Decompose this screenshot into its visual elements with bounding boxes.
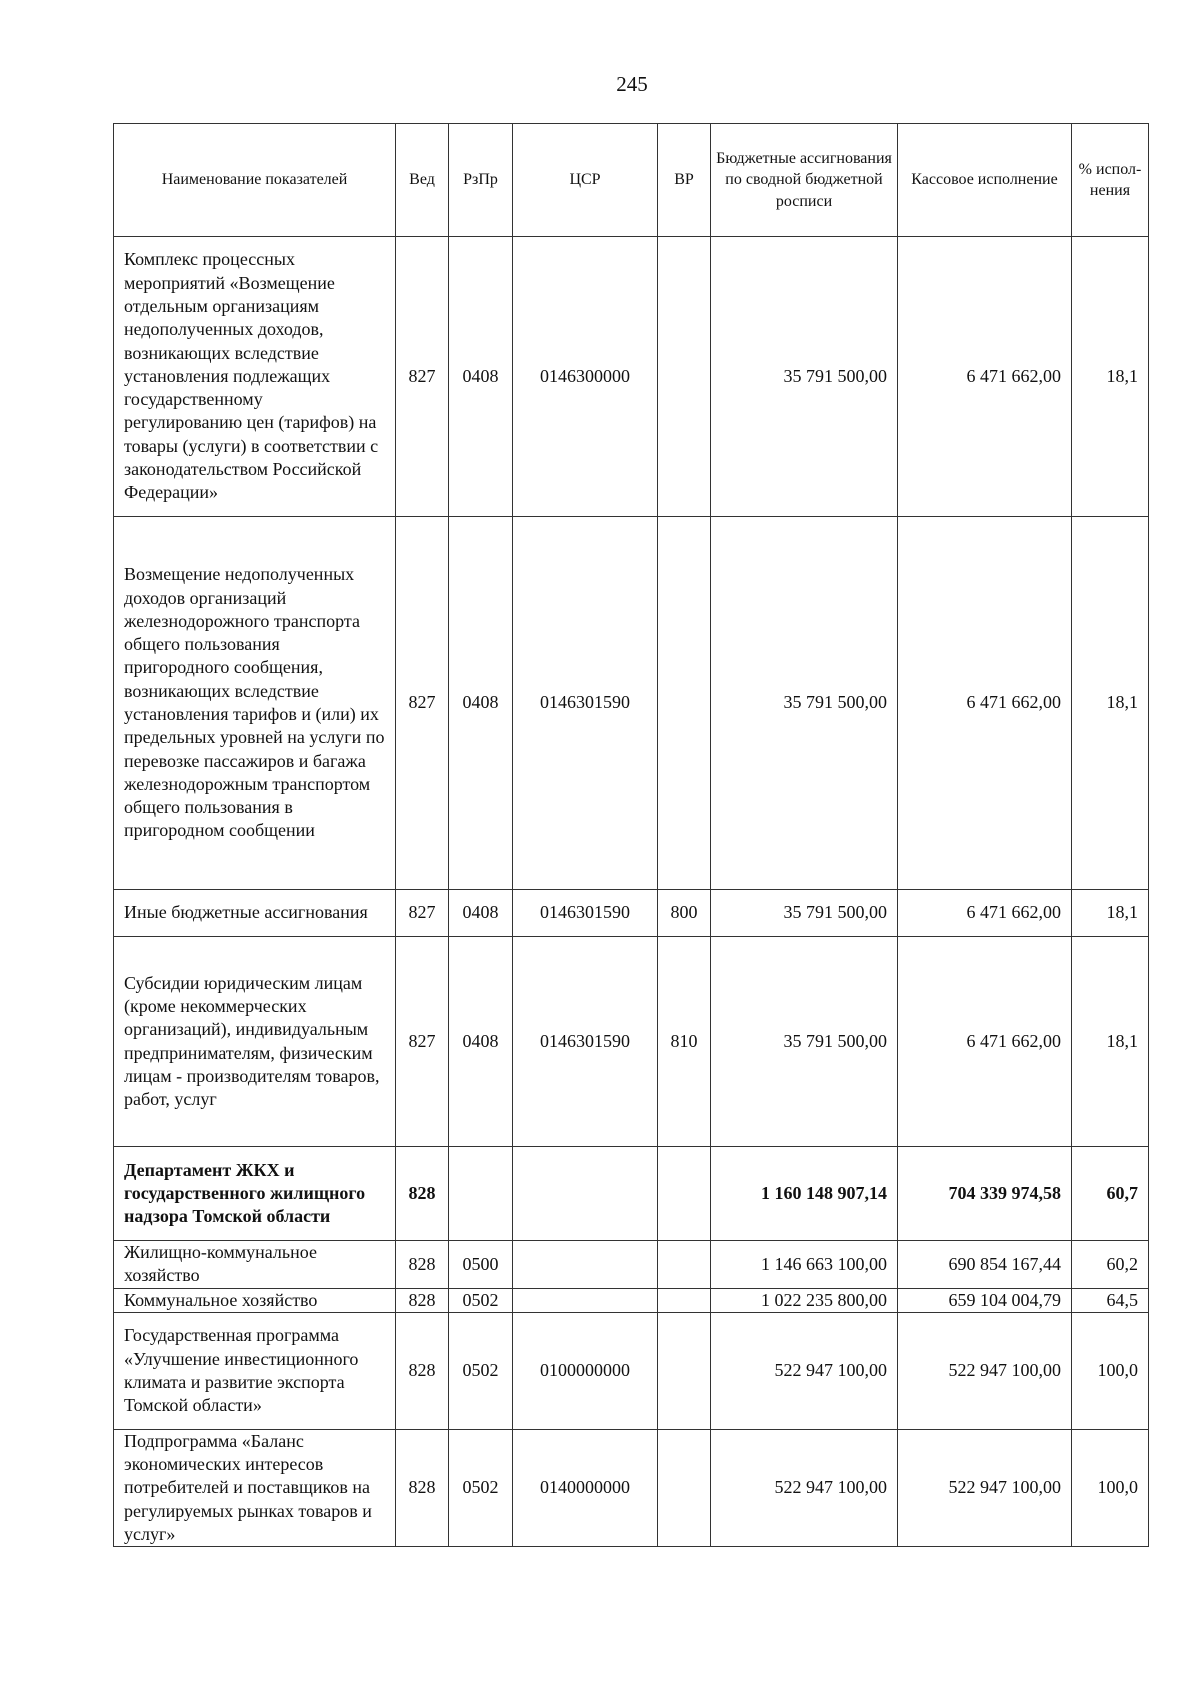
row-ved: 828 [396, 1429, 449, 1546]
header-csr: ЦСР [513, 124, 658, 237]
row-percent: 18,1 [1072, 937, 1149, 1147]
table-row [114, 237, 1149, 517]
row-ved: 828 [396, 1147, 449, 1241]
table-row [114, 1147, 1149, 1241]
row-rzpr: 0502 [449, 1312, 513, 1429]
row-rzpr: 0408 [449, 237, 513, 517]
row-csr [513, 1147, 658, 1241]
table-row [114, 517, 1149, 890]
row-cash: 6 471 662,00 [898, 237, 1072, 517]
row-ved: 827 [396, 890, 449, 937]
row-percent: 60,7 [1072, 1147, 1149, 1241]
row-rzpr [449, 1147, 513, 1241]
row-vr [658, 1147, 711, 1241]
row-vr [658, 237, 711, 517]
row-budget: 35 791 500,00 [711, 937, 898, 1147]
row-vr: 800 [658, 890, 711, 937]
row-cash: 6 471 662,00 [898, 890, 1072, 937]
row-rzpr: 0408 [449, 937, 513, 1147]
row-name: Возмещение недополученных доходов организаций железнодорожного транспорта общего пользования пригородного сообщения, возникающих вследствие установления тарифов и (или) их предельных уровней на услуги по перевозке пассажиров и багажа железнодорожным транспортом общего пользования в пригородном сообщении [114, 517, 396, 890]
budget-execution-table [113, 123, 1149, 1547]
row-percent: 100,0 [1072, 1429, 1149, 1546]
header-ved: Вед [396, 124, 449, 237]
row-name: Подпрограмма «Баланс экономических интересов потребителей и поставщиков на регулируемых рынках товаров и услуг» [114, 1429, 396, 1546]
row-cash: 704 339 974,58 [898, 1147, 1072, 1241]
row-csr [513, 1241, 658, 1289]
row-budget: 1 160 148 907,14 [711, 1147, 898, 1241]
row-ved: 827 [396, 237, 449, 517]
header-percent: % испол-нения [1072, 124, 1149, 237]
row-vr: 810 [658, 937, 711, 1147]
row-name: Субсидии юридическим лицам (кроме некоммерческих организаций), индивидуальным предпринимателям, физическим лицам - производителям товаров, работ, услуг [114, 937, 396, 1147]
row-csr: 0100000000 [513, 1312, 658, 1429]
row-percent: 18,1 [1072, 517, 1149, 890]
table-row [114, 1241, 1149, 1289]
row-budget: 522 947 100,00 [711, 1429, 898, 1546]
row-budget: 35 791 500,00 [711, 237, 898, 517]
row-budget: 35 791 500,00 [711, 517, 898, 890]
page-number: 245 [616, 72, 648, 96]
row-csr: 0140000000 [513, 1429, 658, 1546]
table-row [114, 890, 1149, 937]
row-csr: 0146301590 [513, 517, 658, 890]
row-ved: 827 [396, 517, 449, 890]
row-cash: 6 471 662,00 [898, 937, 1072, 1147]
header-name: Наименование показателей [114, 124, 396, 237]
row-vr [658, 517, 711, 890]
table-row [114, 937, 1149, 1147]
row-csr: 0146301590 [513, 890, 658, 937]
row-percent: 64,5 [1072, 1288, 1149, 1312]
table-header-row [114, 124, 1149, 237]
row-percent: 18,1 [1072, 237, 1149, 517]
row-name: Государственная программа «Улучшение инвестиционного климата и развитие экспорта Томской области» [114, 1312, 396, 1429]
row-budget: 35 791 500,00 [711, 890, 898, 937]
row-rzpr: 0502 [449, 1288, 513, 1312]
header-rzpr: РзПр [449, 124, 513, 237]
table-row [114, 1429, 1149, 1546]
row-name: Жилищно-коммунальное хозяйство [114, 1241, 396, 1289]
row-cash: 6 471 662,00 [898, 517, 1072, 890]
row-vr [658, 1312, 711, 1429]
row-budget: 1 022 235 800,00 [711, 1288, 898, 1312]
row-vr [658, 1288, 711, 1312]
row-csr [513, 1288, 658, 1312]
row-ved: 828 [396, 1288, 449, 1312]
row-cash: 659 104 004,79 [898, 1288, 1072, 1312]
row-cash: 690 854 167,44 [898, 1241, 1072, 1289]
row-rzpr: 0500 [449, 1241, 513, 1289]
row-vr [658, 1429, 711, 1546]
header-vr: ВР [658, 124, 711, 237]
row-rzpr: 0502 [449, 1429, 513, 1546]
row-rzpr: 0408 [449, 890, 513, 937]
row-percent: 18,1 [1072, 890, 1149, 937]
row-name: Департамент ЖКХ и государственного жилищного надзора Томской области [114, 1147, 396, 1241]
row-cash: 522 947 100,00 [898, 1429, 1072, 1546]
table-row [114, 1288, 1149, 1312]
row-name: Коммунальное хозяйство [114, 1288, 396, 1312]
row-vr [658, 1241, 711, 1289]
row-ved: 828 [396, 1241, 449, 1289]
row-name: Комплекс процессных мероприятий «Возмещение отдельным организациям недополученных доходов, возникающих вследствие установления подлежащих государственному регулированию цен (тарифов) на товары (услуги) в соответствии с законодательством Российской Федерации» [114, 237, 396, 517]
header-cash: Кассовое исполнение [898, 124, 1072, 237]
row-cash: 522 947 100,00 [898, 1312, 1072, 1429]
row-rzpr: 0408 [449, 517, 513, 890]
table-row [114, 1312, 1149, 1429]
row-csr: 0146300000 [513, 237, 658, 517]
header-budget: Бюджетные ассигнования по сводной бюджетной росписи [711, 124, 898, 237]
row-ved: 827 [396, 937, 449, 1147]
row-name: Иные бюджетные ассигнования [114, 890, 396, 937]
row-percent: 60,2 [1072, 1241, 1149, 1289]
row-budget: 1 146 663 100,00 [711, 1241, 898, 1289]
row-csr: 0146301590 [513, 937, 658, 1147]
row-budget: 522 947 100,00 [711, 1312, 898, 1429]
row-ved: 828 [396, 1312, 449, 1429]
row-percent: 100,0 [1072, 1312, 1149, 1429]
